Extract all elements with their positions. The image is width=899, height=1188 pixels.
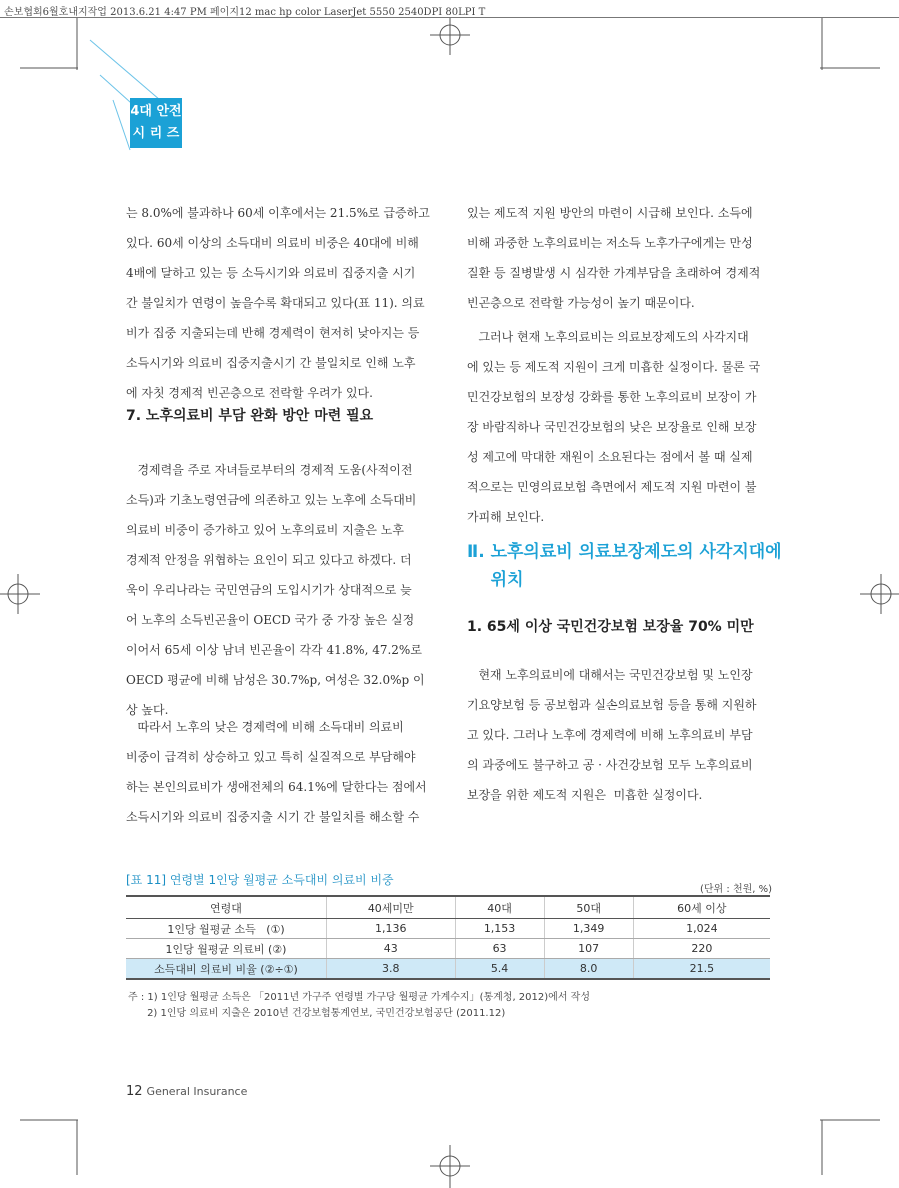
text-line: 적으로는 민영의료보험 측면에서 제도적 지원 마련이 불 [467, 480, 757, 494]
text-line: 소득시기와 의료비 집중지출 시기 간 불일치를 해소할 수 [126, 810, 420, 824]
left-para-3 [126, 712, 427, 832]
text-line: 보장을 위한 제도적 지원은 미흡한 실정이다. [467, 788, 703, 802]
table-notes [128, 990, 590, 1022]
printer-info: 손보협회6월호내지작업 2013.6.21 4:47 PM 페이지12 mac hp color LaserJet 5550 2540DPI 80LPI T [4, 7, 486, 18]
table-cell: 1인당 월평균 의료비 (②) [126, 939, 327, 959]
text-line: 욱이 우리나라는 국민연금의 도입시기가 상대적으로 늦 [126, 583, 412, 597]
text-line: 소득시기와 의료비 집중지출시기 간 불일치로 인해 노후 [126, 356, 416, 370]
left-para-2 [126, 455, 425, 725]
table-row-highlight [126, 959, 770, 980]
table-title: [표 11] 연령별 1인당 월평균 소득대비 의료비 비중 [126, 873, 394, 887]
text-line: 질환 등 질병발생 시 심각한 가계부담을 초래하여 경제적 [467, 266, 761, 280]
text-line: 이어서 65세 이상 남녀 빈곤율이 각각 41.8%, 47.2%로 [126, 643, 422, 657]
table-cell: 63 [455, 939, 544, 959]
table-unit: (단위 : 천원, %) [700, 884, 773, 895]
text-line: 성 제고에 막대한 재원이 소요된다는 점에서 볼 때 실제 [467, 450, 753, 464]
header-cell: 40세미만 [327, 896, 456, 919]
text-line: 어 노후의 소득빈곤율이 OECD 국가 중 가장 높은 실정 [126, 613, 415, 627]
text-line: 현재 노후의료비에 대해서는 국민건강보험 및 노인장 [467, 668, 753, 682]
publication-name: General Insurance [146, 1085, 248, 1098]
page-number: 12 [126, 1084, 143, 1099]
right-para-2 [467, 322, 760, 532]
table-header-row [126, 896, 770, 919]
note-line: 주 : 1) 1인당 월평균 소득은 「2011년 가구주 연령별 가구당 월평균 가계수지」(통계청, 2012)에서 작성 [128, 992, 590, 1003]
text-line: 비해 과중한 노후의료비는 저소득 노후가구에게는 만성 [467, 236, 753, 250]
text-line: 경제력을 주로 자녀들로부터의 경제적 도움(사적이전 [126, 463, 413, 477]
header-cell: 연령대 [126, 896, 327, 919]
text-line: 고 있다. 그러나 노후에 경제력에 비해 노후의료비 부담 [467, 728, 753, 742]
section-heading-II [467, 538, 782, 594]
text-line: 4배에 달하고 있는 등 소득시기와 의료비 집중지출 시기 [126, 266, 416, 280]
text-line: 상 높다. [126, 703, 169, 717]
header-cell: 40대 [455, 896, 544, 919]
text-line: 기요양보험 등 공보험과 실손의료보험 등을 통해 지원하 [467, 698, 757, 712]
text-line: 민건강보험의 보장성 강화를 통한 노후의료비 보장이 가 [467, 390, 757, 404]
note-line: 2) 1인당 의료비 지출은 2010년 건강보험통계연보, 국민건강보험공단 (2011.12) [128, 1008, 506, 1019]
text-line: 의료비 비중이 증가하고 있어 노후의료비 지출은 노후 [126, 523, 404, 537]
table-cell: 21.5 [633, 959, 770, 980]
table-cell: 소득대비 의료비 비율 (②÷①) [126, 959, 327, 980]
table-cell: 5.4 [455, 959, 544, 980]
text-line: 에 자칫 경제적 빈곤층으로 전락할 우려가 있다. [126, 386, 373, 400]
badge-line2: 시 리 즈 [132, 126, 180, 141]
badge-line1: 4대 안전 [130, 104, 182, 119]
text-line: 비가 집중 지출되는데 반해 경제력이 현저히 낮아지는 등 [126, 326, 420, 340]
text-line: 소득)과 기초노령연금에 의존하고 있는 노후에 소득대비 [126, 493, 417, 507]
section-heading-7: 7. 노후의료비 부담 완화 방안 마련 필요 [126, 408, 374, 424]
text-line: 는 8.0%에 불과하나 60세 이후에서는 21.5%로 급증하고 [126, 206, 430, 220]
text-line: 그러나 현재 노후의료비는 의료보장제도의 사각지대 [467, 330, 749, 344]
right-para-1 [467, 198, 760, 318]
text-line: 의 과중에도 불구하고 공 · 사건강보험 모두 노후의료비 [467, 758, 753, 772]
heading-line: Ⅱ. 노후의료비 의료보장제도의 사각지대에 [467, 542, 782, 562]
text-line: 간 불일치가 연령이 높을수록 확대되고 있다(표 11). 의료 [126, 296, 425, 310]
series-badge [130, 98, 182, 148]
table-cell: 43 [327, 939, 456, 959]
table-cell: 220 [633, 939, 770, 959]
table-cell: 1인당 월평균 소득 (①) [126, 919, 327, 939]
table-cell: 1,153 [455, 919, 544, 939]
table-cell: 1,136 [327, 919, 456, 939]
text-line: 있다. 60세 이상의 소득대비 의료비 비중은 40대에 비해 [126, 236, 419, 250]
text-line: 빈곤층으로 전락할 가능성이 높기 때문이다. [467, 296, 695, 310]
header-cell: 60세 이상 [633, 896, 770, 919]
text-line: 따라서 노후의 낮은 경제력에 비해 소득대비 의료비 [126, 720, 404, 734]
table-cell: 3.8 [327, 959, 456, 980]
right-para-3 [467, 660, 757, 810]
text-line: 에 있는 등 제도적 지원이 크게 미흡한 실정이다. 물론 국 [467, 360, 761, 374]
table-row [126, 919, 770, 939]
sub-heading-1: 1. 65세 이상 국민건강보험 보장율 70% 미만 [467, 619, 754, 635]
table-row [126, 939, 770, 959]
text-line: 있는 제도적 지원 방안의 마련이 시급해 보인다. 소득에 [467, 206, 753, 220]
data-table [126, 895, 770, 980]
text-line: 하는 본인의료비가 생애전체의 64.1%에 달한다는 점에서 [126, 780, 427, 794]
table-cell: 1,024 [633, 919, 770, 939]
text-line: 가피해 보인다. [467, 510, 545, 524]
table-cell: 1,349 [544, 919, 633, 939]
page-footer [126, 1084, 247, 1099]
text-line: 비중이 급격히 상승하고 있고 특히 실질적으로 부담해야 [126, 750, 416, 764]
text-line: 장 바람직하나 국민건강보험의 낮은 보장율로 인해 보장 [467, 420, 757, 434]
table-cell: 8.0 [544, 959, 633, 980]
header-cell: 50대 [544, 896, 633, 919]
text-line: OECD 평균에 비해 남성은 30.7%p, 여성은 32.0%p 이 [126, 673, 425, 687]
heading-line: 위치 [467, 570, 524, 590]
left-para-1 [126, 198, 430, 408]
table-cell: 107 [544, 939, 633, 959]
text-line: 경제적 안정을 위협하는 요인이 되고 있다고 하겠다. 더 [126, 553, 412, 567]
